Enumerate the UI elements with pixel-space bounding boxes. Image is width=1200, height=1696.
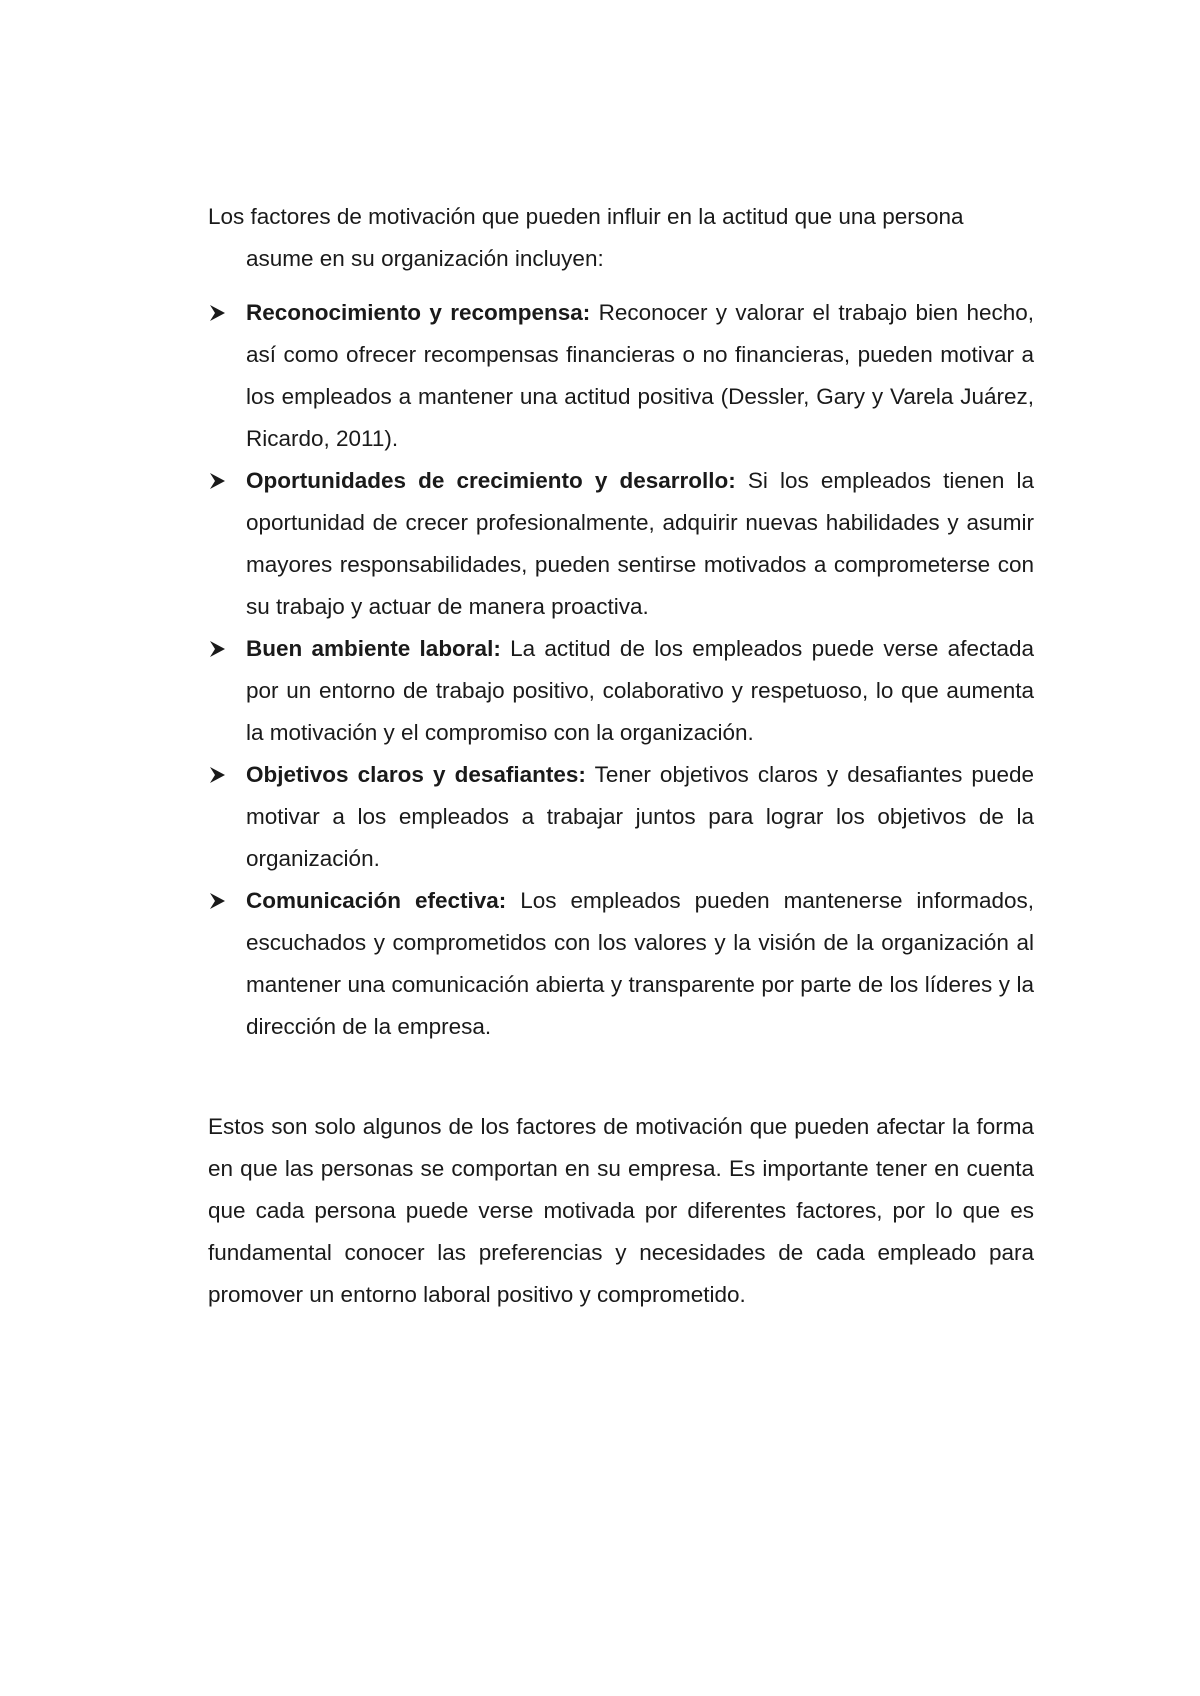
factor-item (208, 628, 1034, 754)
factor-text: Reconocer y valorar el trabajo bien hecho, así como ofrecer recompensas financieras o no financieras, pueden motivar a los empleados a mantener una actitud positiva (Dessler, Gary y Varela Juárez, Ricardo, 2011). (246, 300, 1034, 451)
factor-list (208, 292, 1034, 1048)
factor-title: Reconocimiento y recompensa: (246, 300, 591, 325)
intro-paragraph: Los factores de motivación que pueden influir en la actitud que una persona asume en su organización incluyen: (208, 204, 964, 271)
factor-title: Buen ambiente laboral: (246, 636, 501, 661)
arrowhead-bullet-icon (208, 292, 228, 334)
document-body (208, 196, 1034, 1316)
factor-text: Tener objetivos claros y desafiantes puede motivar a los empleados a trabajar juntos para lograr los objetivos de la organización. (246, 762, 1034, 871)
factor-title: Comunicación efectiva: (246, 888, 507, 913)
factor-item (208, 754, 1034, 880)
factor-text: Los empleados pueden mantenerse informados, escuchados y comprometidos con los valores y la visión de la organización al mantener una comunicación abierta y transparente por parte de los líderes y la dirección de la empresa. (246, 888, 1034, 1039)
closing-paragraph: Estos son solo algunos de los factores de motivación que pueden afectar la forma en que las personas se comportan en su empresa. Es importante tener en cuenta que cada persona puede verse motivada por diferentes factores, por lo que es fundamental conocer las preferencias y necesidades de cada empleado para promover un entorno laboral positivo y comprometido. (208, 1114, 1034, 1307)
arrowhead-bullet-icon (208, 628, 228, 670)
arrowhead-bullet-icon (208, 880, 228, 922)
factor-title: Objetivos claros y desafiantes: (246, 762, 586, 787)
factor-item (208, 460, 1034, 628)
factor-title: Oportunidades de crecimiento y desarrollo: (246, 468, 736, 493)
factor-text: La actitud de los empleados puede verse afectada por un entorno de trabajo positivo, colaborativo y respetuoso, lo que aumenta la motivación y el compromiso con la organización. (246, 636, 1034, 745)
factor-item (208, 880, 1034, 1048)
arrowhead-bullet-icon (208, 460, 228, 502)
factor-text: Si los empleados tienen la oportunidad de crecer profesionalmente, adquirir nuevas habilidades y asumir mayores responsabilidades, pueden sentirse motivados a comprometerse con su trabajo y actuar de manera proactiva. (246, 468, 1034, 619)
factor-item (208, 292, 1034, 460)
arrowhead-bullet-icon (208, 754, 228, 796)
